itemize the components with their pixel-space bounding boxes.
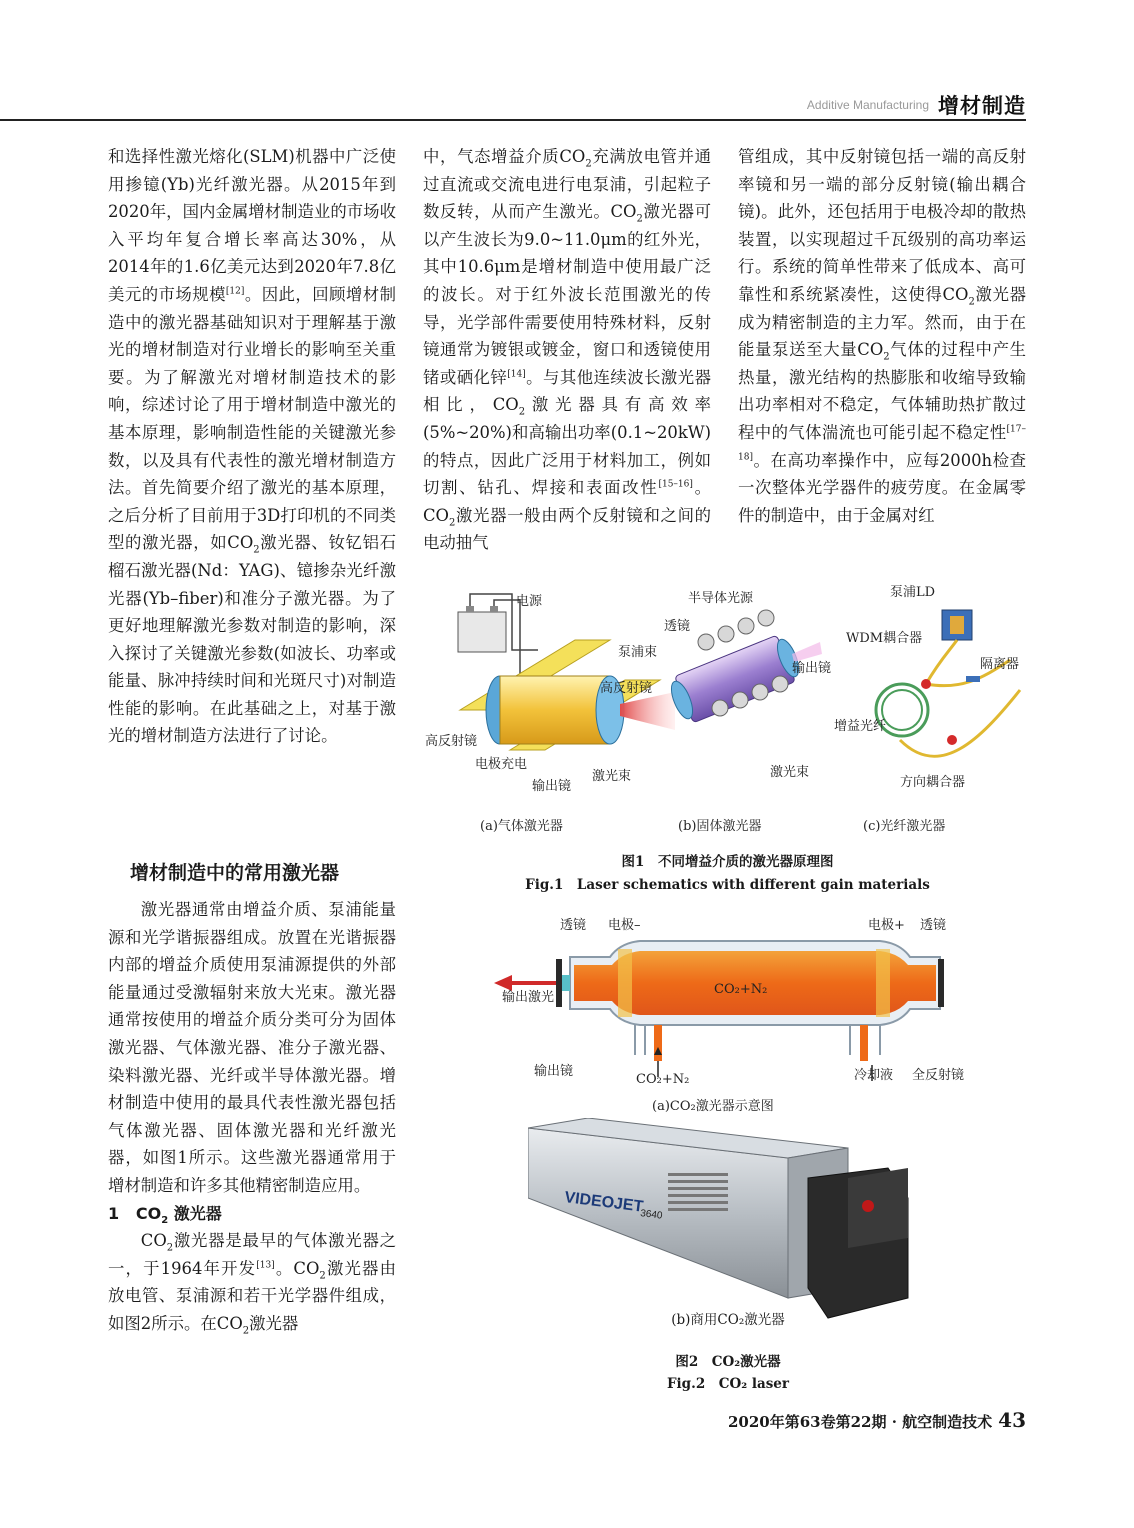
col1-p3: $CO_2$激光器是最早的气体激光器之一，于1964年开发[13]。$CO_2$激光器由放电管、泵浦源和若干光学器件组成，如图2所示。在$CO_2$激光器 bbox=[108, 1231, 397, 1337]
svg-text:高反射镜: 高反射镜 bbox=[600, 681, 653, 696]
col1-p1: 和选择性激光熔化(SLM)机器中广泛使用掺镱(Yb)光纤激光器。从2015年到2020年，国内金属增材制造业的市场收入平均年复合增长率高达30%，从2014年的1.6亿美元达到2020年7.8亿美元的市场规模 bbox=[108, 147, 396, 304]
ref-13: [13] bbox=[256, 1260, 275, 1271]
svg-text:激光束: 激光束 bbox=[770, 765, 810, 780]
fig1-caption-en: Fig.1 Laser schematics with different gain materials bbox=[525, 877, 930, 893]
svg-text:隔离器: 隔离器 bbox=[980, 657, 1020, 672]
svg-text:电源: 电源 bbox=[516, 594, 543, 609]
svg-text:高反射镜: 高反射镜 bbox=[425, 734, 478, 749]
ref-12: [12] bbox=[225, 286, 245, 297]
svg-text:CO₂+N₂: CO₂+N₂ bbox=[714, 982, 768, 997]
fig2-sub-a: (a)CO₂激光器示意图 bbox=[652, 1099, 774, 1114]
section-title: 增材制造中的常用激光器 bbox=[130, 862, 340, 884]
solid-laser-diagram bbox=[600, 590, 831, 780]
svg-text:电极–: 电极– bbox=[608, 918, 641, 933]
ref-15-16: [15–16] bbox=[658, 479, 693, 490]
fig1-sub-b: (b)固体激光器 bbox=[678, 819, 762, 834]
subsection-heading: 1 $CO_2$ 激光器 bbox=[108, 1203, 222, 1226]
svg-text:全反射镜: 全反射镜 bbox=[912, 1068, 965, 1083]
svg-text:CO₂+N₂: CO₂+N₂ bbox=[636, 1072, 690, 1087]
figure-1 bbox=[420, 580, 1035, 840]
header-english: Additive Manufacturing bbox=[806, 98, 929, 112]
svg-text:泵浦LD: 泵浦LD bbox=[890, 585, 936, 600]
footer bbox=[728, 1408, 1026, 1432]
fig2-caption-en: Fig.2 CO₂ laser bbox=[666, 1376, 790, 1392]
svg-text:WDM耦合器: WDM耦合器 bbox=[846, 631, 923, 646]
svg-text:输出镜: 输出镜 bbox=[532, 779, 572, 794]
col1-p2: 激光器通常由增益介质、泵浦能量源和光学谐振器组成。放置在光谐振器内部的增益介质使用泵浦源提供的外部能量通过受激辐射来放大光束。激光器通常按使用的增益介质分类可分为固体激光器、气体激光器、准分子激光器、染料激光器、光纤或半导体激光器。增材制造中使用的最具代表性激光器包括气体激光器、固体激光器和光纤激光器，如图1所示。这些激光器通常用于增材制造和许多其他精密制造应用。 bbox=[108, 900, 396, 1195]
svg-text:方向耦合器: 方向耦合器 bbox=[900, 775, 966, 790]
col1-p1-tail2: 激光器、钕钇铝石榴石激光器(Nd：YAG)、镱掺杂光纤激光器(Yb–fiber)和准分子激光器。为了更好地理解激光参数对制造的影响，深入探讨了关键激光参数(如波长、功率或能量、脉冲持续时间和光斑尺寸)对制造性能的影响。在此基础之上，对基于激光的增材制造方法进行了讨论。 bbox=[108, 533, 396, 746]
header-rule bbox=[0, 119, 1026, 121]
figure-2b bbox=[528, 1118, 928, 1333]
col1-p1-tail: 。因此，回顾增材制造中的激光器基础知识对于理解基于激光的增材制造对行业增长的影响至关重要。为了解激光对增材制造技术的影响，综述讨论了用于增材制造中激光的基本原理，影响制造性能的关键激光参数，以及具有代表性的激光增材制造方法。首先简要介绍了激光的基本原理，之后分析了目前用于3D打印机的不同类型的激光器，如CO bbox=[108, 284, 397, 553]
svg-text:透镜: 透镜 bbox=[560, 918, 587, 933]
svg-text:输出镜: 输出镜 bbox=[534, 1064, 574, 1079]
ref-17-18: [17–18] bbox=[738, 424, 1026, 463]
model-number: 3640 bbox=[639, 1208, 664, 1222]
svg-text:输出激光: 输出激光 bbox=[502, 990, 555, 1005]
svg-text:增益光纤: 增益光纤 bbox=[834, 719, 887, 734]
svg-text:透镜: 透镜 bbox=[664, 619, 691, 634]
svg-text:电极充电: 电极充电 bbox=[475, 757, 528, 772]
fig1-caption-zh: 图1 不同增益介质的激光器原理图 bbox=[621, 854, 834, 870]
svg-text:泵浦束: 泵浦束 bbox=[618, 645, 658, 660]
figure-2a bbox=[490, 905, 970, 1115]
column-1: 和选择性激光熔化(SLM)机器中广泛使用掺镱(Yb)光纤激光器。从2015年到2020年，国内金属增材制造业的市场收入平均年复合增长率高达30%，从2014年的1.6亿美元达到2020年7.8亿美元的市场规模[12]。因此，回顾增材制造中的激光器基础知识对于理解基于激光的增材制造对行业增长的影响至关重要。为了解激光对增材制造技术的影响，综述讨论了用于增材制造中激光的基本原理，影响制造性能的关键激光参数，以及具有代表性的激光增材制造方法。首先简要介绍了激光的基本原理，之后分析了目前用于3D打印机的不同类型的激光器，如$CO_2$激光器、钕钇铝石榴石激光器(Nd：YAG)、镱掺杂光纤激光器(Yb–fiber)和准分子激光器。为了更好地理解激光参数对制造的影响，深入探讨了关键激光参数(如波长、功率或能量、脉冲持续时间和光斑尺寸)对制造性能的影响。在此基础之上，对基于激光的增材制造方法进行了讨论。 bbox=[108, 147, 397, 746]
svg-text:电极+: 电极+ bbox=[868, 918, 905, 933]
page-number: 43 bbox=[998, 1408, 1026, 1432]
ref-14: [14] bbox=[507, 369, 526, 380]
svg-text:透镜: 透镜 bbox=[920, 918, 947, 933]
svg-text:半导体光源: 半导体光源 bbox=[688, 591, 754, 606]
journal-info: 2020年第63卷第22期 · 航空制造技术 bbox=[727, 1413, 993, 1431]
column-3: 管组成，其中反射镜包括一端的高反射率镜和另一端的部分反射镜(输出耦合镜)。此外，还包括用于电极冷却的散热装置，以实现超过千瓦级别的高功率运行。系统的简单性带来了低成本、高可靠性和系统紧凑性，这使得$CO_2$激光器成为精密制造的主力军。然而，由于在能量泵送至大量$CO_2$气体的过程中产生热量，激光结构的热膨胀和收缩导致输出功率相对不稳定，气体辅助热扩散过程中的气体湍流也可能引起不稳定性[17–18]。在高功率操作中，应每2000h检查一次整体光学器件的疲劳度。在金属零件的制造中，由于金属对红 bbox=[738, 147, 1027, 525]
column-2: 中，气态增益介质$CO_2$充满放电管并通过直流或交流电进行电泵浦，引起粒子数反转，从而产生激光。$CO_2$激光器可以产生波长为9.0~11.0μm的红外光，其中10.6μm是增材制造中使用最广泛的波长。对于红外波长范围激光的传导，光学部件需要使用特殊材料，反射镜通常为镀银或镀金，窗口和透镜使用锗或硒化锌[14]。与其他连续波长激光器相比，$CO_2$激光器具有高效率(5%~20%)和高输出功率(0.1~20kW)的特点，因此广泛用于材料加工，例如切割、钻孔、焊接和表面改性[15–16]。$CO_2$激光器一般由两个反射镜和之间的电动抽气 bbox=[423, 147, 712, 553]
header-chinese: 增材制造 bbox=[938, 94, 1026, 118]
column-1-lower bbox=[108, 896, 396, 1338]
svg-text:冷却液: 冷却液 bbox=[854, 1068, 894, 1083]
svg-text:激光束: 激光束 bbox=[592, 769, 632, 784]
fig1-sub-a: (a)气体激光器 bbox=[480, 819, 563, 834]
fig1-sub-c: (c)光纤激光器 bbox=[863, 819, 946, 834]
fig2-sub-b: (b)商用CO₂激光器 bbox=[671, 1312, 785, 1328]
svg-text:输出镜: 输出镜 bbox=[792, 661, 832, 676]
brand-logo: VIDEOJET bbox=[563, 1189, 645, 1216]
fig2-caption-zh: 图2 CO₂激光器 bbox=[675, 1354, 781, 1370]
fiber-laser-diagram bbox=[834, 584, 1020, 790]
